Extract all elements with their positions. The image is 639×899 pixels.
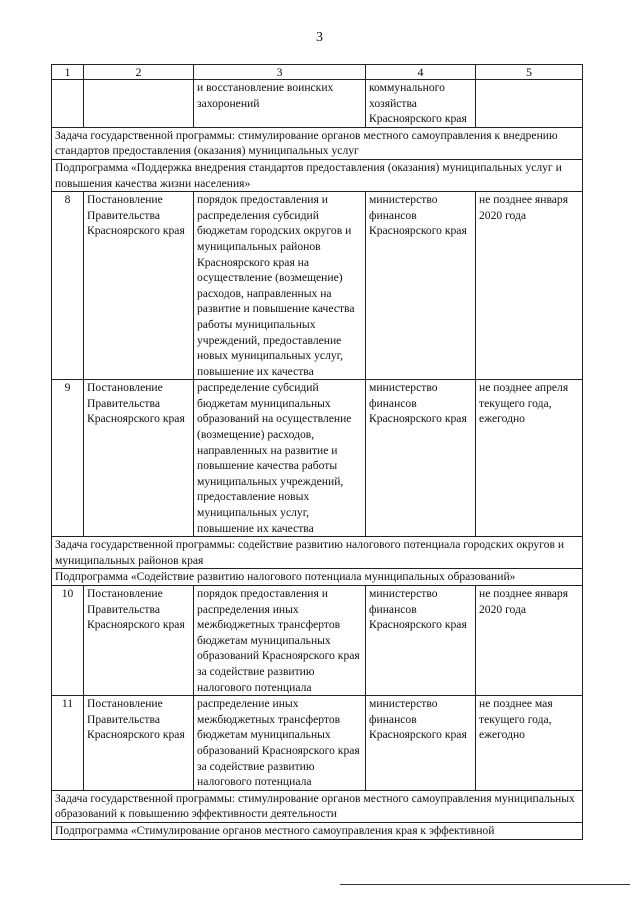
cell-term: не позднее апреля текущего года, ежегодно <box>476 380 583 537</box>
task-text: Задача государственной программы: содействие развитию налогового потенциала городских округов и муниципальных районов края <box>52 537 583 569</box>
cell-term <box>476 80 583 128</box>
cell-doc: Постановление Правительства Красноярского края <box>84 586 194 696</box>
table-row <box>52 192 583 380</box>
cell-num: 8 <box>52 192 84 380</box>
cell-num: 11 <box>52 696 84 791</box>
table-row <box>52 380 583 537</box>
col-header-4: 4 <box>366 65 476 80</box>
col-header-1: 1 <box>52 65 84 80</box>
task-row <box>52 537 583 569</box>
table-row <box>52 586 583 696</box>
subprogram-row <box>52 569 583 586</box>
cell-doc: Постановление Правительства Красноярского края <box>84 192 194 380</box>
cell-resp: коммунального хозяйства Красноярского края <box>366 80 476 128</box>
cell-resp: министерство финансов Красноярского края <box>366 192 476 380</box>
col-header-3: 3 <box>194 65 366 80</box>
task-row <box>52 790 583 822</box>
cell-num <box>52 80 84 128</box>
cell-term: не позднее января 2020 года <box>476 192 583 380</box>
page-number: 3 <box>316 30 323 45</box>
task-row <box>52 127 583 159</box>
table-row-continuation <box>52 80 583 128</box>
subprogram-row <box>52 159 583 191</box>
subprogram-text: Подпрограмма «Поддержка внедрения стандартов предоставления (оказания) муниципальных услуг и повышения качества жизни населения» <box>52 159 583 191</box>
task-text: Задача государственной программы: стимулирование органов местного самоуправления к внедрению стандартов предоставления (оказания) муниципальных услуг <box>52 127 583 159</box>
table-row <box>52 696 583 791</box>
cell-doc: Постановление Правительства Красноярского края <box>84 380 194 537</box>
cell-resp: министерство финансов Красноярского края <box>366 696 476 791</box>
table-header-row <box>52 65 583 80</box>
cell-num: 10 <box>52 586 84 696</box>
cell-resp: министерство финансов Красноярского края <box>366 380 476 537</box>
cell-term: не позднее января 2020 года <box>476 586 583 696</box>
cell-num: 9 <box>52 380 84 537</box>
task-text: Задача государственной программы: стимулирование органов местного самоуправления муниципальных образований к повышению эффективности деятельности <box>52 790 583 822</box>
cell-term: не позднее мая текущего года, ежегодно <box>476 696 583 791</box>
cell-resp: министерство финансов Красноярского края <box>366 586 476 696</box>
cell-doc <box>84 80 194 128</box>
cell-desc: порядок предоставления и распределения иных межбюджетных трансфертов бюджетам муниципальных образований Красноярского края за содействие развитию налогового потенциала <box>194 586 366 696</box>
cell-desc: распределение иных межбюджетных трансфертов бюджетам муниципальных образований Красноярского края за содействие развитию налогового потенциала <box>194 696 366 791</box>
cell-desc: и восстановление воинских захоронений <box>194 80 366 128</box>
cell-desc: порядок предоставления и распределения субсидий бюджетам городских округов и муниципальных районов Красноярского края на осуществление (возмещение) расходов, направленных на развитие и повышение качества работы муниципальных учреждений, предоставление новых муниципальных услуг, повышение их качества <box>194 192 366 380</box>
bottom-rule <box>340 884 630 885</box>
subprogram-row <box>52 822 583 839</box>
cell-desc: распределение субсидий бюджетам муниципальных образований на осуществление (возмещение) расходов, направленных на развитие и повышение качества работы муниципальных учреждений, предоставление новых муниципальных услуг, повышение их качества <box>194 380 366 537</box>
cell-doc: Постановление Правительства Красноярского края <box>84 696 194 791</box>
subprogram-text: Подпрограмма «Содействие развитию налогового потенциала муниципальных образований» <box>52 569 583 586</box>
col-header-2: 2 <box>84 65 194 80</box>
col-header-5: 5 <box>476 65 583 80</box>
subprogram-text: Подпрограмма «Стимулирование органов местного самоуправления края к эффективной <box>52 822 583 839</box>
measures-table <box>51 64 583 840</box>
